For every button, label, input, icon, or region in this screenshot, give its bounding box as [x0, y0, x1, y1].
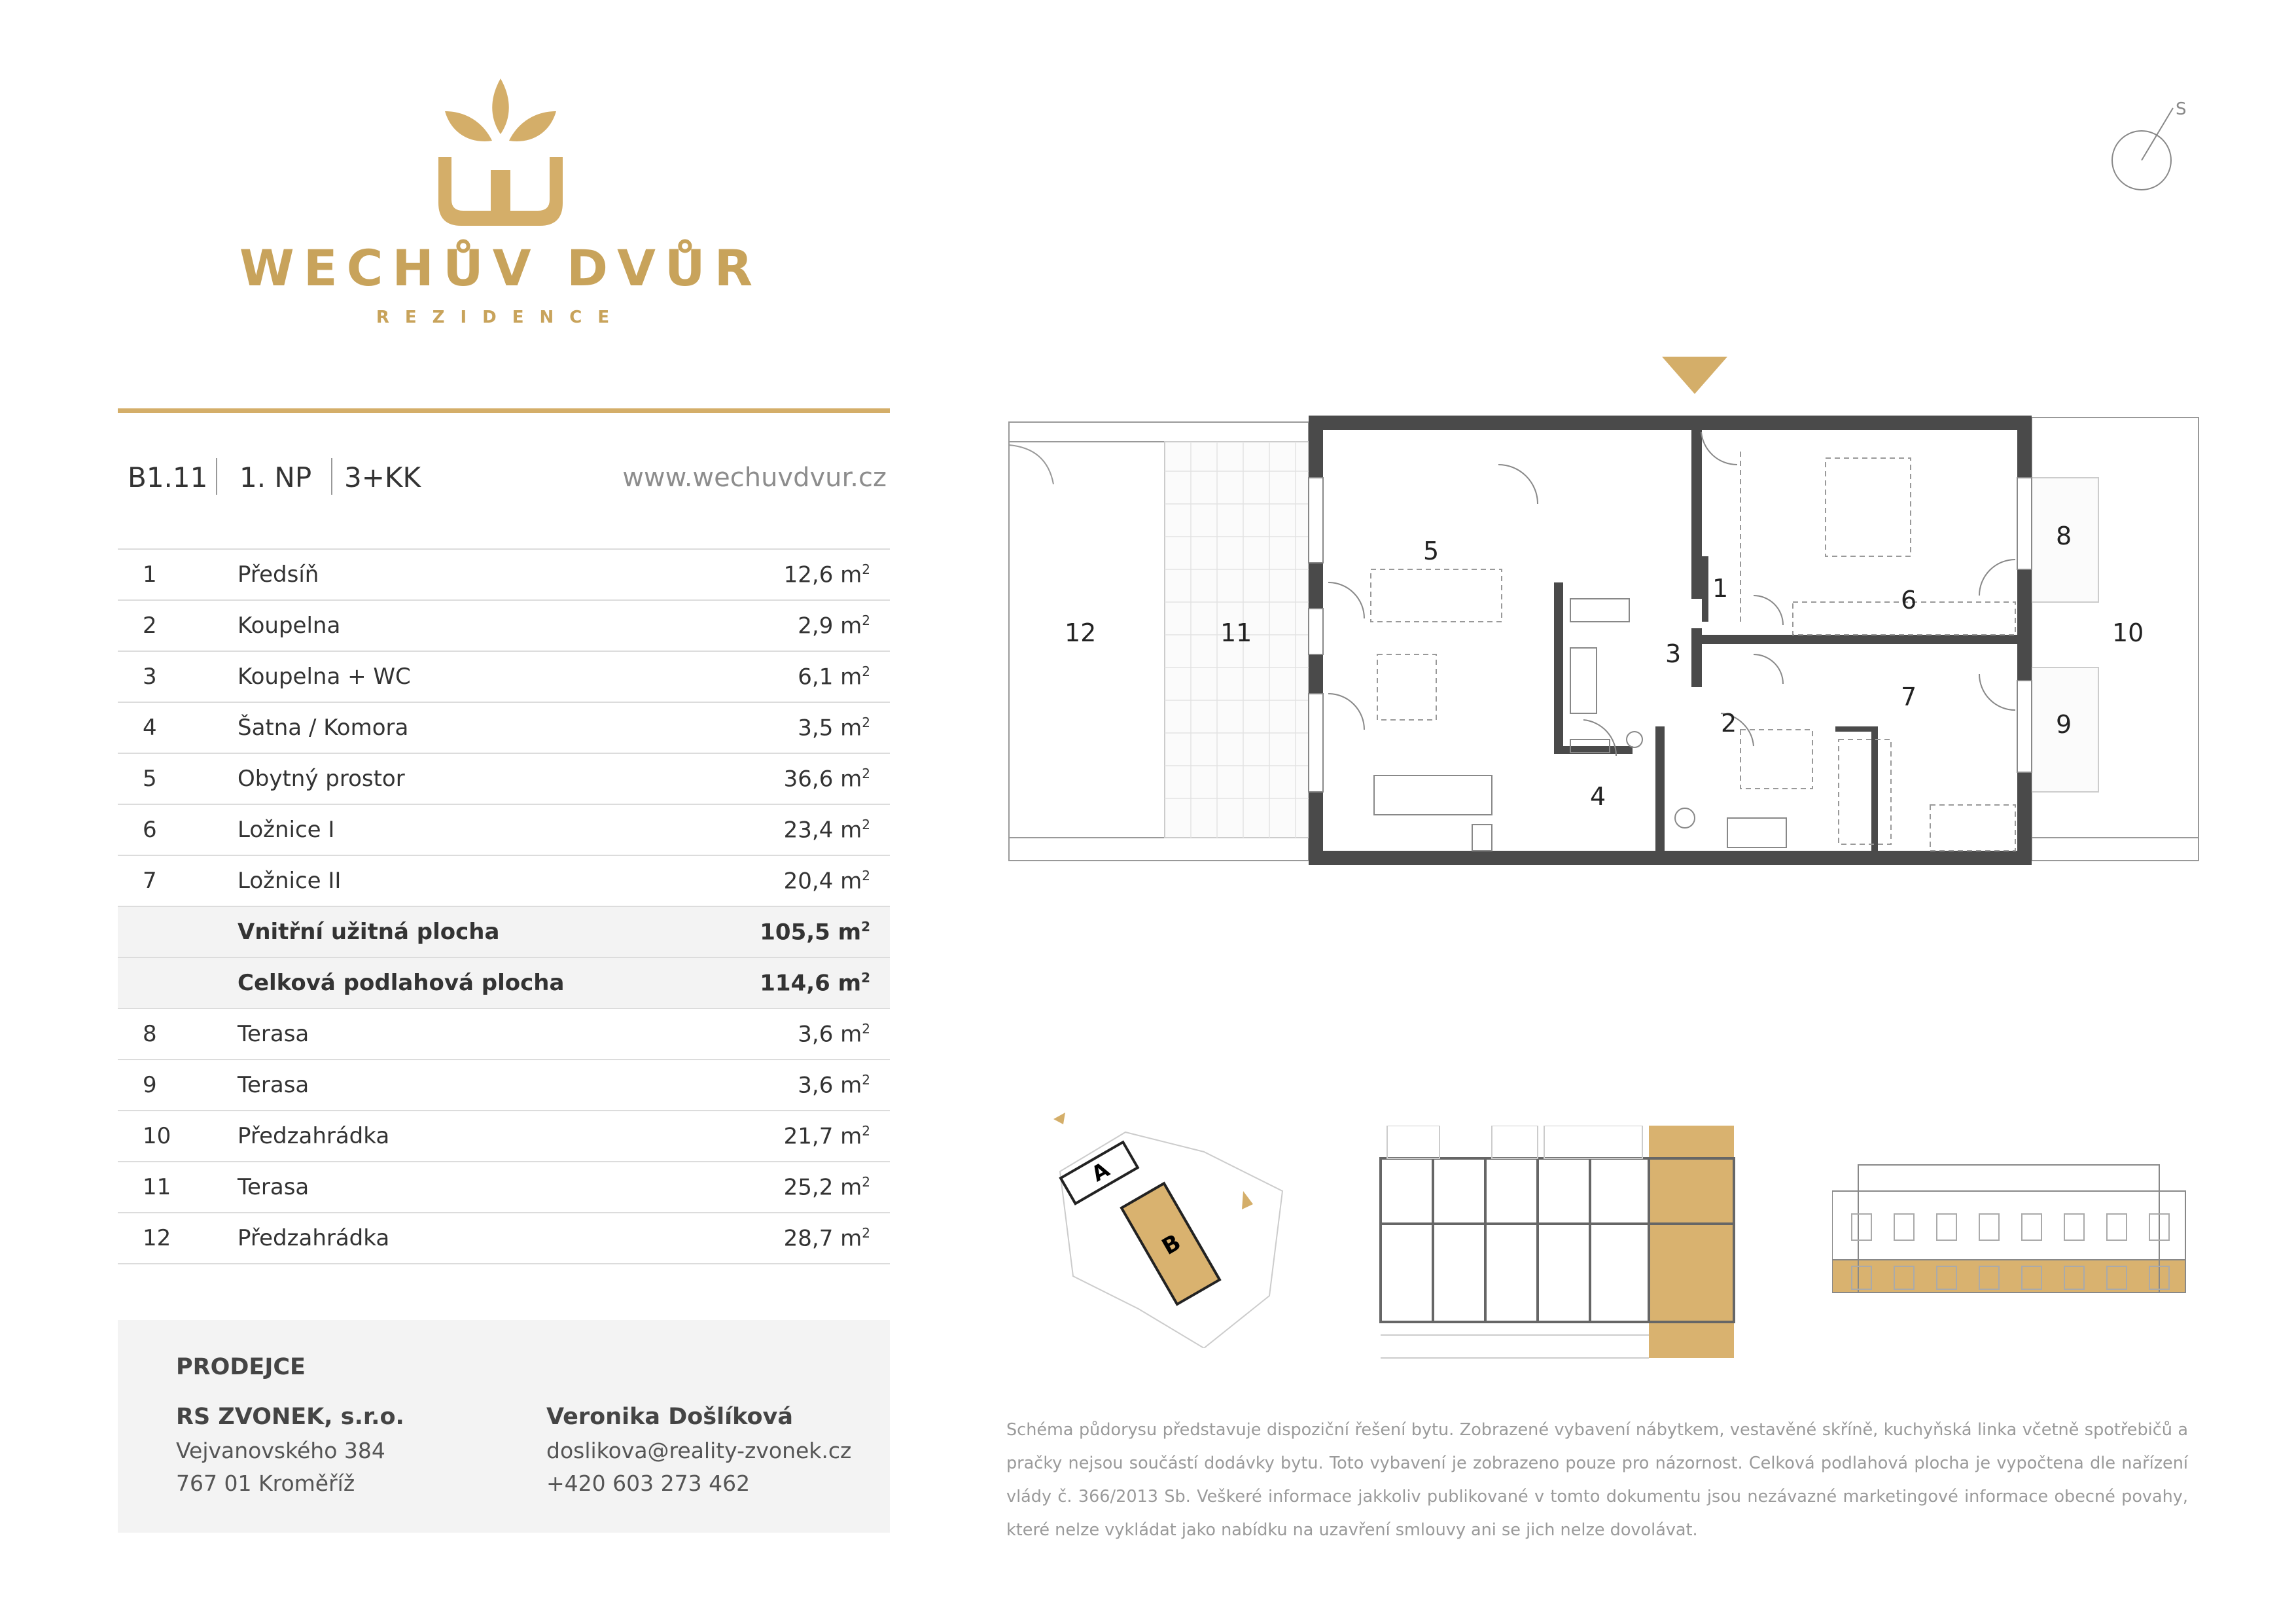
- room-area: 28,7 $m^2$: [704, 1213, 890, 1264]
- room-name: Obytný prostor: [238, 753, 704, 804]
- room-number: 1: [118, 549, 238, 600]
- room-area: 21,7 $m^2$: [704, 1111, 890, 1162]
- room-name: Předzahrádka: [238, 1111, 704, 1162]
- room-name: Šatna / Komora: [238, 702, 704, 753]
- plan-label-4: 4: [1590, 782, 1606, 811]
- contact-person: Veronika Došlíková: [546, 1404, 793, 1430]
- room-number: 3: [118, 651, 238, 702]
- plan-label-9: 9: [2056, 710, 2072, 739]
- floor-label: 1. NP: [239, 461, 312, 493]
- room-number: 10: [118, 1111, 238, 1162]
- building-b: [1122, 1183, 1220, 1304]
- direction-arrow-icon: [1242, 1191, 1253, 1209]
- plan-label-7: 7: [1901, 683, 1917, 711]
- contact-email[interactable]: doslikova@reality-zvonek.cz: [546, 1438, 852, 1463]
- sales-contact-box: [118, 1320, 890, 1533]
- room-area: 3,5 $m^2$: [704, 702, 890, 753]
- room-number: 6: [118, 804, 238, 855]
- site-map: [1034, 1113, 1296, 1348]
- contact-heading: PRODEJCE: [176, 1354, 306, 1380]
- unit-type: 3+KK: [344, 461, 421, 493]
- contact-phone[interactable]: +420 603 273 462: [546, 1471, 751, 1496]
- table-row: [118, 1162, 890, 1213]
- room-number: 7: [118, 855, 238, 906]
- room-area: 25,2 $m^2$: [704, 1162, 890, 1213]
- brand-subtitle: REZIDENCE: [376, 308, 626, 327]
- company-city: 767 01 Kroměříž: [176, 1471, 355, 1496]
- brand-name: WECHŮV DVŮR: [239, 239, 762, 297]
- plan-label-2: 2: [1721, 709, 1737, 738]
- table-row: [118, 651, 890, 702]
- plan-label-5: 5: [1423, 537, 1439, 565]
- room-area: 20,4 $m^2$: [704, 855, 890, 906]
- room-area: 23,4 $m^2$: [704, 804, 890, 855]
- entrance-arrow-icon: [1662, 357, 1727, 394]
- room-name: Ložnice I: [238, 804, 704, 855]
- table-row: [118, 1060, 890, 1111]
- total-row: [118, 957, 890, 1008]
- room-area: 3,6 $m^2$: [704, 1060, 890, 1111]
- room-number: 2: [118, 600, 238, 651]
- plan-label-11: 11: [1220, 618, 1252, 647]
- table-row: [118, 600, 890, 651]
- room-name: Předzahrádka: [238, 1213, 704, 1264]
- room-area: 36,6 $m^2$: [704, 753, 890, 804]
- room-name: Koupelna + WC: [238, 651, 704, 702]
- room-number: 8: [118, 1008, 238, 1060]
- room-name: Terasa: [238, 1162, 704, 1213]
- table-row: [118, 702, 890, 753]
- unit-code: B1.11: [128, 461, 208, 493]
- table-row: [118, 753, 890, 804]
- plan-label-1: 1: [1712, 574, 1729, 603]
- plan-label-10: 10: [2112, 618, 2144, 647]
- room-number: 11: [118, 1162, 238, 1213]
- company-name: RS ZVONEK, s.r.o.: [176, 1404, 404, 1430]
- plan-label-8: 8: [2056, 522, 2072, 550]
- building-a-label: A: [1087, 1156, 1114, 1187]
- disclaimer-text: Schéma půdorysu představuje dispoziční řešení bytu. Zobrazené vybavení nábytkem, vestavěné skříně, kuchyňská linka včetně spotřebičů a pračky nejsou součástí dodávky bytu. Toto vybavení je zobrazeno pouze pro názornost. Celková podlahová plocha je vypočtena dle nařízení vlády č. 366/2013 Sb. Veškeré informace jakkoliv publikované v tomto dokumentu jsou nezávazné marketingové informace obecné povahy, které nelze vykládat jako nabídku na uzavření smlouvy ani se jich nelze dovolávat.: [1006, 1420, 2188, 1540]
- table-row: [118, 804, 890, 855]
- room-number: 12: [118, 1213, 238, 1264]
- gold-divider: [118, 408, 890, 413]
- total-name: Vnitřní užitná plocha: [238, 906, 704, 957]
- website-link[interactable]: www.wechuvdvur.cz: [622, 463, 887, 493]
- room-area: 6,1 $m^2$: [704, 651, 890, 702]
- room-name: Koupelna: [238, 600, 704, 651]
- room-number: 9: [118, 1060, 238, 1111]
- room-name: Terasa: [238, 1060, 704, 1111]
- room-name: Ložnice II: [238, 855, 704, 906]
- header-separator: [331, 458, 332, 495]
- company-street: Vejvanovského 384: [176, 1438, 385, 1463]
- room-name: Terasa: [238, 1008, 704, 1060]
- building-a: [1061, 1142, 1138, 1204]
- table-row: [118, 1213, 890, 1264]
- table-row: [118, 855, 890, 906]
- brand-logo-icon: [432, 72, 569, 229]
- header-separator: [216, 458, 217, 495]
- table-row: [118, 1008, 890, 1060]
- total-row: [118, 906, 890, 957]
- plan-label-6: 6: [1901, 586, 1917, 615]
- table-row: [118, 549, 890, 600]
- compass-letter: S: [2176, 99, 2187, 119]
- table-row: [118, 1111, 890, 1162]
- room-name: Předsíň: [238, 549, 704, 600]
- floor-plan: [1001, 347, 2205, 890]
- building-b-label: B: [1157, 1229, 1186, 1260]
- plan-label-3: 3: [1665, 639, 1682, 668]
- total-area: 105,5 $m^2$: [704, 906, 890, 957]
- room-number: 5: [118, 753, 238, 804]
- total-area: 114,6 $m^2$: [704, 957, 890, 1008]
- room-area: 12,6 $m^2$: [704, 549, 890, 600]
- room-area: 3,6 $m^2$: [704, 1008, 890, 1060]
- plan-label-12: 12: [1065, 618, 1097, 647]
- direction-arrow-icon: [1053, 1113, 1065, 1124]
- total-name: Celková podlahová plocha: [238, 957, 704, 1008]
- building-floor-map: [1374, 1126, 1740, 1361]
- room-area-table: [118, 548, 890, 1264]
- room-number: 4: [118, 702, 238, 753]
- building-elevation: [1832, 1139, 2199, 1296]
- room-area: 2,9 $m^2$: [704, 600, 890, 651]
- compass-icon: [2110, 95, 2195, 193]
